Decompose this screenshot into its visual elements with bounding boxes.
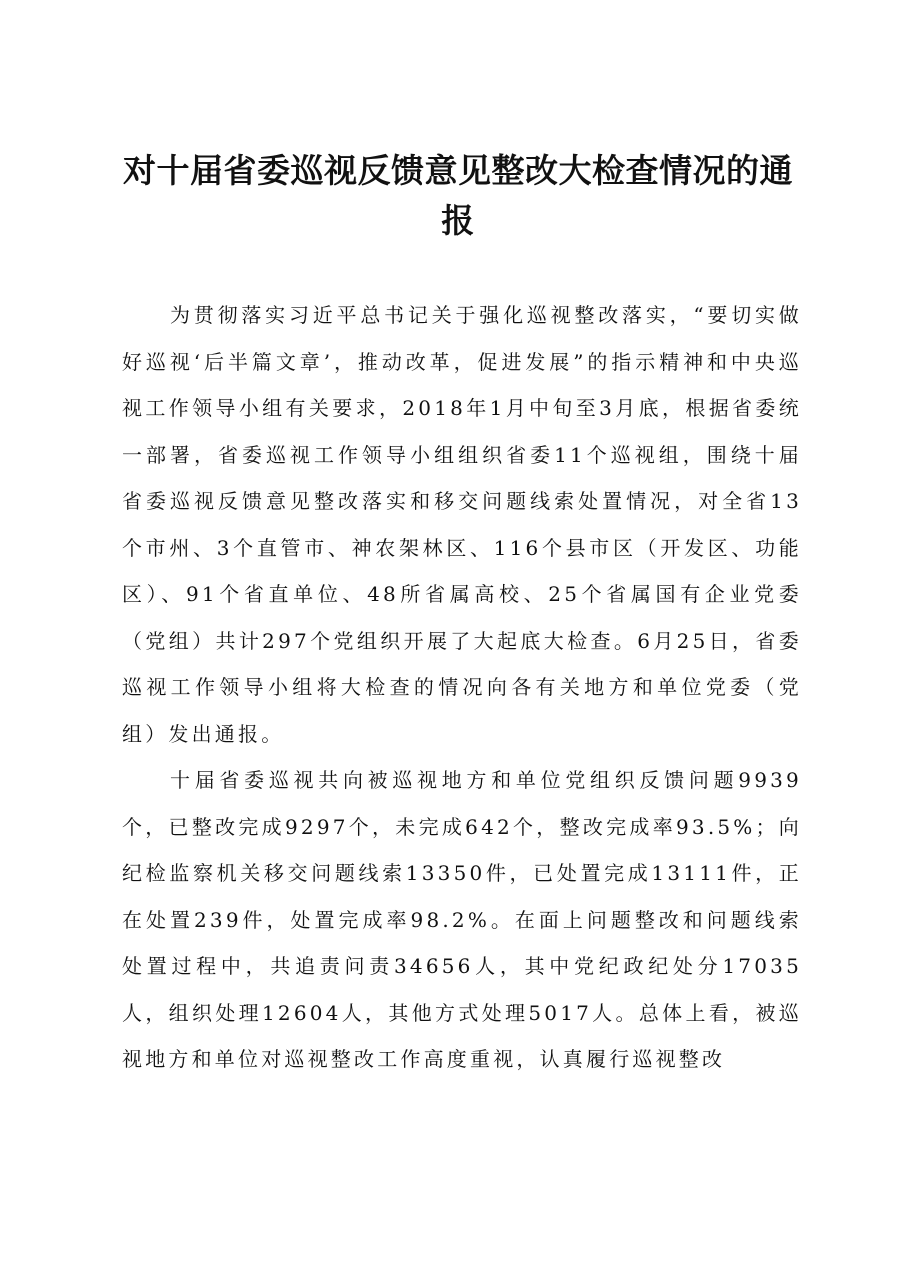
paragraph-2: 十届省委巡视共向被巡视地方和单位党组织反馈问题9939个，已整改完成9297个，未完成642个，整改完成率93.5%；向纪检监察机关移交问题线索13350件，已处置完成13111件，正在处置239件，处置完成率98.2%。在面上问题整改和问题线索处置过程中，共追责问责34656人，其中党纪政纪处分17035人，组织处理12604人，其他方式处理5017人。总体上看，被巡视地方和单位对巡视整改工作高度重视，认真履行巡视整改 (122, 768, 802, 1071)
document-body (122, 292, 802, 1083)
document-title: 对十届省委巡视反馈意见整改大检查情况的通报 (123, 151, 793, 240)
paragraph-1: 为贯彻落实习近平总书记关于强化巡视整改落实，“要切实做好巡视‘后半篇文章’，推动改革，促进发展”的指示精神和中央巡视工作领导小组有关要求，2018年1月中旬至3月底，根据省委统一部署，省委巡视工作领导小组组织省委11个巡视组，围绕十届省委巡视反馈意见整改落实和移交问题线索处置情况，对全省13个市州、3个直管市、神农架林区、116个县市区（开发区、功能区）、91个省直单位、48所省属高校、25个省属国有企业党委（党组）共计297个党组织开展了大起底大检查。6月25日，省委巡视工作领导小组将大检查的情况向各有关地方和单位党委（党组）发出通报。 (122, 303, 802, 746)
